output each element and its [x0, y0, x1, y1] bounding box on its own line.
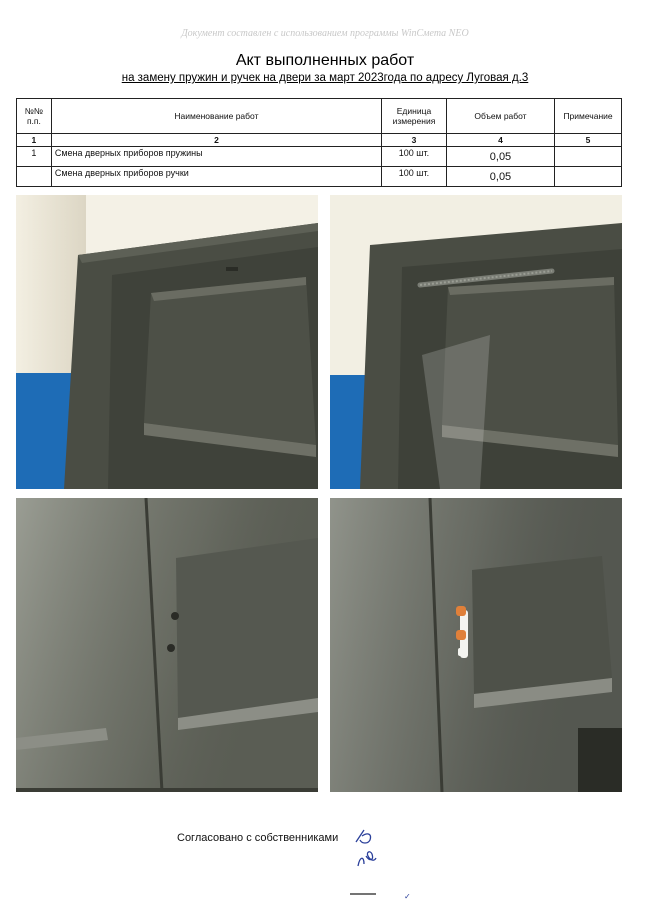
photo-door-handle-after [330, 498, 622, 792]
agreed-with-owners-label: Согласовано с собственниками [177, 832, 339, 844]
header-note: Примечание [555, 99, 622, 134]
table-row [17, 147, 622, 167]
row-num: 1 [17, 147, 52, 167]
document-subtitle: на замену пружин и ручек на двери за март 2023года по адресу Луговая д.3 [121, 72, 529, 84]
row-unit: 100 шт. [382, 167, 447, 187]
row-volume: 0,05 [446, 167, 554, 187]
row-work-name: Смена дверных приборов пружины [51, 147, 381, 167]
works-table [16, 98, 622, 187]
row-note [555, 167, 622, 187]
row-num [17, 167, 52, 187]
photo-door-top-before [16, 195, 318, 489]
header-num: №№ п.п. [17, 99, 52, 134]
table-header-row [17, 99, 622, 134]
watermark-text: Документ составлен с использованием программы WinСмета NEO [181, 28, 469, 39]
row-volume: 0,05 [446, 147, 554, 167]
signature-mark: ✓ [404, 892, 411, 901]
column-number: 1 [17, 134, 52, 147]
header-name: Наименование работ [51, 99, 381, 134]
column-number: 5 [555, 134, 622, 147]
row-work-name: Смена дверных приборов ручки [51, 167, 381, 187]
document-title: Акт выполненных работ [235, 52, 415, 69]
header-volume: Объем работ [446, 99, 554, 134]
column-number: 2 [51, 134, 381, 147]
photo-door-handle-before [16, 498, 318, 792]
photo-door-top-after-spring [330, 195, 622, 489]
owner-signatures [350, 826, 390, 906]
table-row [17, 167, 622, 187]
table-column-numbers-row [17, 134, 622, 147]
column-number: 3 [382, 134, 447, 147]
row-unit: 100 шт. [382, 147, 447, 167]
header-unit: Единица измерения [382, 99, 447, 134]
column-number: 4 [446, 134, 554, 147]
row-note [555, 147, 622, 167]
